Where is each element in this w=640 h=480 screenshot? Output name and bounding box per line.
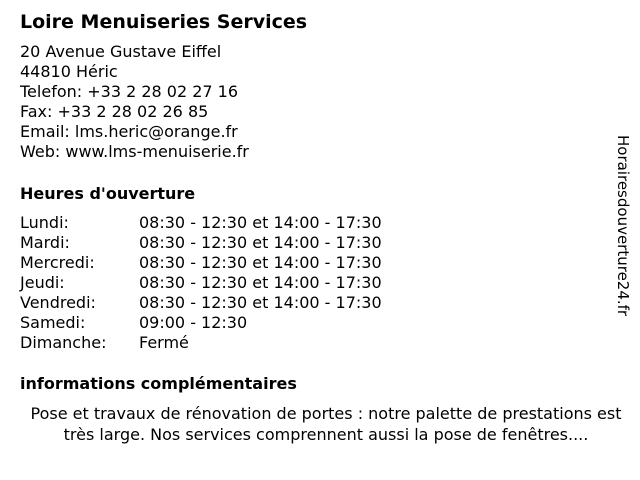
day-label: Samedi:	[20, 313, 86, 332]
hours-heading: Heures d'ouverture	[20, 184, 196, 203]
website-address: Web: www.lms-menuiserie.fr	[20, 142, 249, 161]
day-label: Vendredi:	[20, 293, 96, 312]
fax-number: Fax: +33 2 28 02 26 85	[20, 102, 209, 121]
postal-city: 44810 Héric	[20, 62, 118, 81]
day-label: Lundi:	[20, 213, 69, 232]
time-value: Fermé	[139, 333, 189, 352]
time-value: 08:30 - 12:30 et 14:00 - 17:30	[139, 213, 382, 232]
site-watermark: Horairesdouverture24.fr	[614, 135, 632, 317]
time-value: 08:30 - 12:30 et 14:00 - 17:30	[139, 273, 382, 292]
time-value: 08:30 - 12:30 et 14:00 - 17:30	[139, 233, 382, 252]
contact-block	[20, 42, 249, 162]
phone-number: Telefon: +33 2 28 02 27 16	[20, 82, 239, 101]
time-value: 08:30 - 12:30 et 14:00 - 17:30	[139, 293, 382, 312]
info-heading: informations complémentaires	[20, 374, 297, 393]
street-address: 20 Avenue Gustave Eiffel	[20, 42, 222, 61]
business-description: Pose et travaux de rénovation de portes : notre palette de prestations est très large. Nos services comprennent aussi la pose de fenêtres....	[30, 404, 622, 444]
day-label: Mercredi:	[20, 253, 95, 272]
day-label: Mardi:	[20, 233, 70, 252]
day-label: Dimanche:	[20, 333, 107, 352]
email-address: Email: lms.heric@orange.fr	[20, 122, 238, 141]
time-value: 08:30 - 12:30 et 14:00 - 17:30	[139, 253, 382, 272]
day-label: Jeudi:	[20, 273, 65, 292]
time-value: 09:00 - 12:30	[139, 313, 248, 332]
business-name: Loire Menuiseries Services	[20, 11, 308, 33]
